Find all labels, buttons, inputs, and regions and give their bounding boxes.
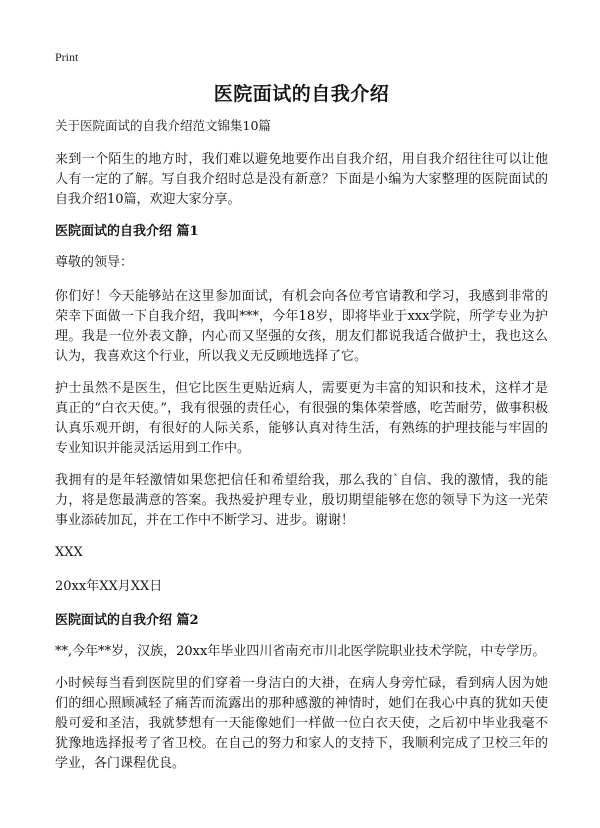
greeting: 尊敬的领导： bbox=[55, 255, 134, 270]
section1-paragraph-3: 我拥有的是年轻激情如果您把信任和希望给我，那么我的`自信、我的激情，我的能力，将是您最满意的答案。我热爱护理专业，殷切期望能够在您的领导下为这一光荣事业添砖加瓦，并在工作中不断学习、进步。谢谢！ bbox=[55, 473, 548, 528]
section-heading-2: 医院面试的自我介绍 篇2 bbox=[55, 613, 199, 628]
section1-paragraph-2: 护士虽然不是医生，但它比医生更贴近病人，需要更为丰富的知识和技术，这样才是真正的“白衣天使。”，我有很强的责任心，有很强的集体荣誉感，吃苦耐劳，做事积极认真乐观开朗，有很好的人际关系，能够认真对待生活，有熟练的护理技能与牢固的专业知识并能灵活运用到工作中。 bbox=[55, 381, 548, 456]
intro-paragraph: 来到一个陌生的地方时，我们难以避免地要作出自我介绍，用自我介绍往往可以让他人有一定的了解。写自我介绍时总是没有新意？下面是小编为大家整理的医院面试的自我介绍10篇，欢迎大家分享。 bbox=[55, 152, 548, 207]
section1-paragraph-1: 你们好！今天能够站在这里参加面试，有机会向各位考官请教和学习，我感到非常的荣幸下面做一下自我介绍，我叫***，今年18岁，即将毕业于xxx学院，所学专业为护理。我是一位外表文静，内心而又坚强的女孩，朋友们都说我适合做护士，我也这么认为，我喜欢这个行业，所以我义无反顾地选择了它。 bbox=[55, 289, 548, 364]
print-link[interactable]: Print bbox=[55, 50, 79, 64]
section2-paragraph-2: 小时候每当看到医院里的们穿着一身洁白的大褂，在病人身旁忙碌，看到病人因为她们的细心照顾减轻了痛苦而流露出的那种感激的神情时，她们在我心中真的犹如天使般可爱和圣洁，我就梦想有一天能像她们一样做一位白衣天使，之后初中毕业我毫不犹豫地选择报考了省卫校。在自己的努力和家人的支持下，我顺利完成了卫校三年的学业，各门课程优良。 bbox=[55, 676, 548, 771]
section2-paragraph-1: **,今年**岁，汉族，20xx年毕业四川省南充市川北医学院职业技术学院，中专学历。 bbox=[55, 644, 546, 659]
signature: XXX bbox=[55, 545, 83, 560]
document-subtitle: 关于医院面试的自我介绍范文锦集10篇 bbox=[55, 118, 271, 133]
document-title: 医院面试的自我介绍 bbox=[213, 83, 390, 105]
section-heading-1: 医院面试的自我介绍 篇1 bbox=[55, 224, 199, 239]
date-line: 20xx年XX月XX日 bbox=[55, 579, 163, 594]
